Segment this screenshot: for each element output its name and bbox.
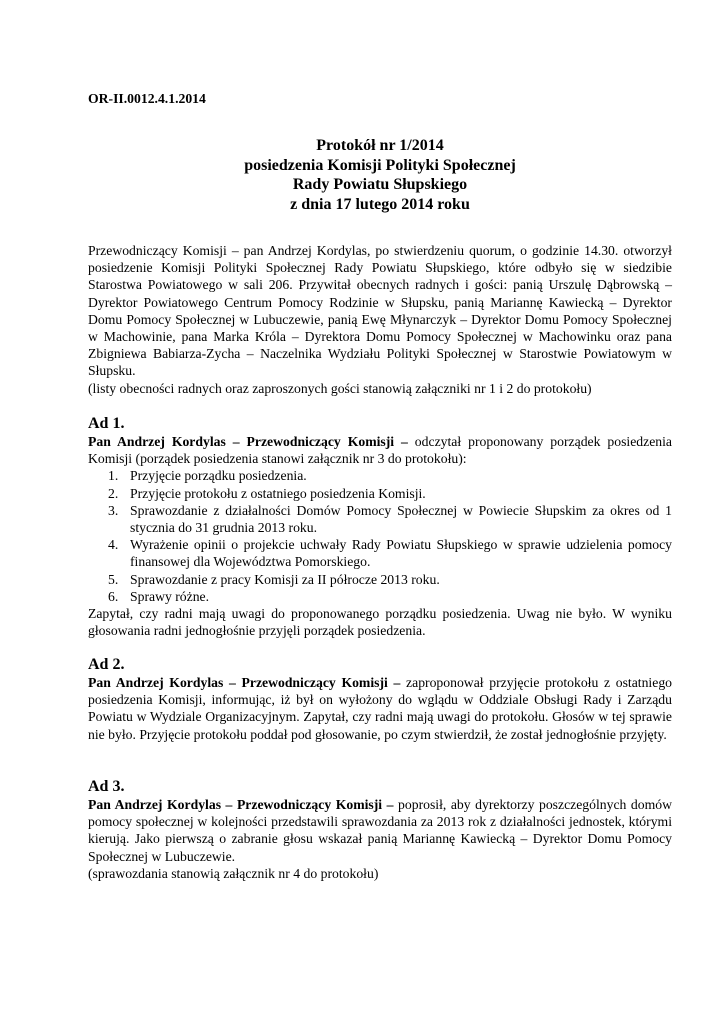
- intro-paragraph: Przewodniczący Komisji – pan Andrzej Kordylas, po stwierdzeniu quorum, o godzinie 14.30. otworzył posiedzenie Komisji Polityki Społecznej Rady Powiatu Słupskiego, które odbyło się w siedzibie Starostwa Powiatowego w sali 206. Przywitał obecnych radnych i gości: panią Urszulę Dąbrowską – Dyrektor Powiatowego Centrum Pomocy Rodzinie w Słupsku, panią Mariannę Kawiecką – Dyrektor Domu Pomocy Społecznej w Lubuczewie, panią Ewę Młynarczyk – Dyrektor Domu Pomocy Społecznej w Machowinie, pana Marka Króla – Dyrektora Domu Pomocy Społecznej w Machowinku oraz pana Zbigniewa Babiarza-Zycha – Naczelnika Wydziału Polityki Społecznej w Starostwie Powiatowym w Słupsku.: [88, 243, 672, 379]
- section-paragraph: [88, 433, 672, 467]
- section-paragraph: [88, 674, 672, 743]
- agenda-item-number: 2.: [108, 485, 119, 501]
- section-heading: Ad 2.: [88, 656, 125, 673]
- section-ad-1: [88, 414, 672, 639]
- intro-section: [88, 242, 672, 397]
- section-heading: Ad 1.: [88, 415, 125, 432]
- agenda-list: [88, 467, 672, 605]
- title-line: posiedzenia Komisji Polityki Społecznej: [244, 156, 516, 174]
- agenda-item: [108, 536, 672, 570]
- section-text: odczytał proponowany porządek posiedzenia Komisji (porządek posiedzenia stanowi załącznik nr 3 do protokołu):: [88, 434, 672, 467]
- agenda-item-text: Sprawy różne.: [130, 588, 210, 604]
- agenda-item-number: 5.: [108, 571, 119, 587]
- document-title: [88, 136, 672, 214]
- section-ad-3: [88, 777, 672, 882]
- section-text: poprosił, aby dyrektorzy poszczególnych domów pomocy społecznej w kolejności przedstawili sprawozdania za 2013 rok z działalności jednostek, którymi kierują. Jako pierwszą o zabranie głosu wskazał panią Mariannę Kawiecką – Dyrektor Domu Pomocy Społecznej w Lubuczewie.: [88, 797, 672, 864]
- agenda-item-text: Sprawozdanie z działalności Domów Pomocy Społecznej w Powiecie Słupskim za okres od 1 stycznia do 31 grudnia 2013 roku.: [130, 502, 672, 536]
- speaker-name: Pan Andrzej Kordylas – Przewodniczący Komisji –: [88, 797, 394, 812]
- section-closing-paragraph: Zapytał, czy radni mają uwagi do proponowanego porządku posiedzenia. Uwag nie było. W wyniku głosowania radni jednogłośnie przyjęli porządek posiedzenia.: [88, 606, 672, 639]
- speaker-name: Pan Andrzej Kordylas – Przewodniczący Komisji –: [88, 434, 408, 449]
- agenda-item-text: Przyjęcie protokołu z ostatniego posiedzenia Komisji.: [130, 485, 426, 501]
- agenda-item: [108, 485, 672, 502]
- agenda-item: [108, 588, 672, 605]
- document-reference-number: OR-II.0012.4.1.2014: [88, 91, 206, 106]
- title-line: Rady Powiatu Słupskiego: [292, 176, 468, 193]
- section-text: zaproponował przyjęcie protokołu z ostatniego posiedzenia Komisji, informując, iż był on wyłożony do wglądu w Oddziale Obsługi Rady i Zarządu Powiatu w Wydziale Organizacyjnym. Zapytał, czy radni mają uwagi do protokołu. Głosów w tej sprawie nie było. Przyjęcie protokołu poddał pod głosowanie, po czym stwierdził, że został jednogłośnie przyjęty.: [88, 675, 673, 742]
- agenda-item-number: 6.: [108, 588, 119, 604]
- title-line: Protokół nr 1/2014: [316, 137, 444, 154]
- agenda-item-text: Przyjęcie porządku posiedzenia.: [130, 468, 307, 484]
- speaker-name: Pan Andrzej Kordylas – Przewodniczący Komisji –: [88, 675, 401, 690]
- agenda-item-number: 4.: [108, 537, 119, 553]
- section-paragraph: [88, 796, 672, 865]
- agenda-item: [108, 502, 672, 536]
- agenda-item: [108, 467, 672, 484]
- section-ad-2: [88, 655, 672, 743]
- agenda-item-number: 3.: [108, 502, 119, 518]
- agenda-item-text: Sprawozdanie z pracy Komisji za II półrocze 2013 roku.: [130, 571, 440, 587]
- title-line: z dnia 17 lutego 2014 roku: [290, 195, 470, 213]
- intro-attachment-note: (listy obecności radnych oraz zaproszonych gości stanowią załączniki nr 1 i 2 do protokołu): [88, 380, 592, 396]
- section-heading: Ad 3.: [88, 778, 125, 795]
- agenda-item-text: Wyrażenie opinii o projekcie uchwały Rady Powiatu Słupskiego w sprawie udzielenia pomocy finansowej dla Województwa Pomorskiego.: [130, 537, 672, 570]
- section-attachment-note: (sprawozdania stanowią załącznik nr 4 do protokołu): [88, 865, 379, 881]
- agenda-item-number: 1.: [108, 468, 119, 484]
- agenda-item: [108, 571, 672, 588]
